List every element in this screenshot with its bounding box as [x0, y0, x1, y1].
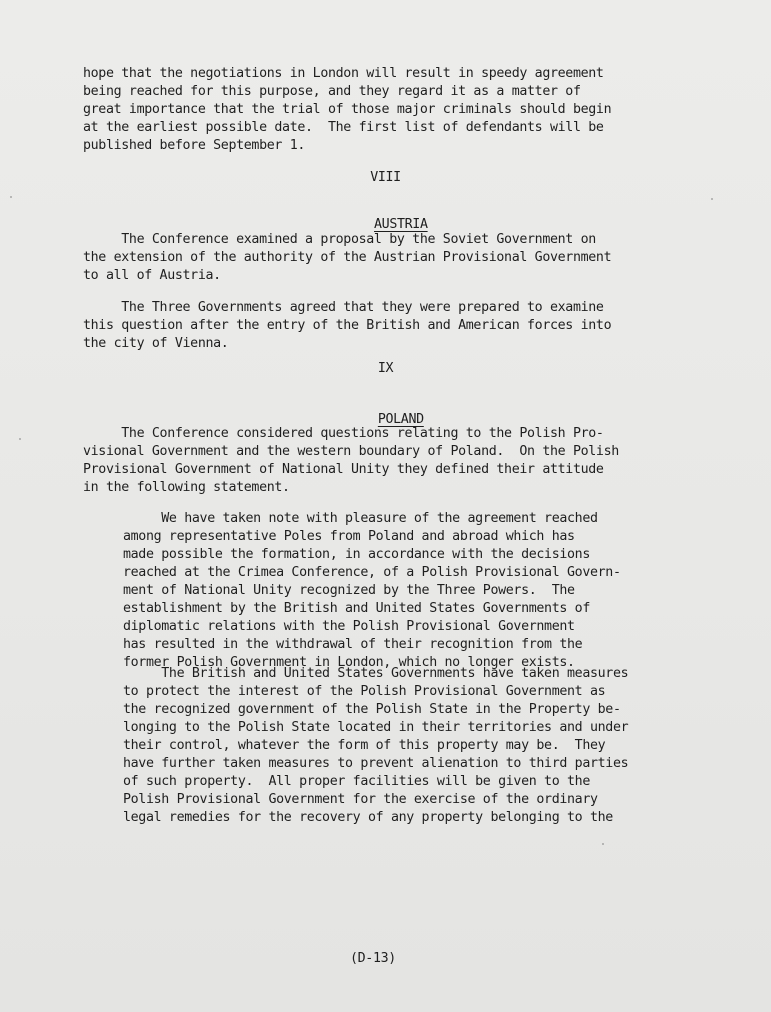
austria-paragraph-line: to all of Austria.: [83, 268, 221, 283]
poland-paragraph-line: visional Government and the western boundary of Poland. On the Polish: [83, 444, 619, 459]
quoted-statement-line: their control, whatever the form of this property may be. They: [123, 738, 606, 753]
intro-line: hope that the negotiations in London will result in speedy agreement: [83, 66, 604, 81]
quoted-statement-line: diplomatic relations with the Polish Provisional Government: [123, 619, 575, 634]
quoted-statement-line: has resulted in the withdrawal of their recognition from the: [123, 637, 583, 652]
quoted-statement-line: among representative Poles from Poland and abroad which has: [123, 529, 575, 544]
quoted-statement-line: of such property. All proper facilities will be given to the: [123, 774, 590, 789]
intro-line: published before September 1.: [83, 138, 306, 153]
section-title-austria-text: AUSTRIA: [374, 217, 428, 233]
intro-line: being reached for this purpose, and they regard it as a matter of: [83, 84, 581, 99]
quoted-statement-line: made possible the formation, in accordance with the decisions: [123, 547, 590, 562]
quoted-statement-line: the recognized government of the Polish State in the Property be-: [123, 702, 621, 717]
quoted-statement-line: have further taken measures to prevent alienation to third parties: [123, 756, 629, 771]
austria-paragraph-line: the city of Vienna.: [83, 336, 229, 351]
quoted-statement-line: Polish Provisional Government for the exercise of the ordinary: [123, 792, 598, 807]
quoted-statement-line: The British and United States Governments have taken measures: [123, 666, 629, 681]
quoted-statement-line: former Polish Government in London, which no longer exists.: [123, 655, 575, 670]
quoted-statement-line: establishment by the British and United States Governments of: [123, 601, 590, 616]
poland-paragraph-line: in the following statement.: [83, 480, 290, 495]
quoted-statement-line: legal remedies for the recovery of any property belonging to the: [123, 810, 613, 825]
paper-speck: [602, 843, 604, 845]
section-number-viii: VIII: [370, 170, 401, 185]
quoted-statement-line: We have taken note with pleasure of the agreement reached: [123, 511, 598, 526]
austria-paragraph-line: the extension of the authority of the Austrian Provisional Government: [83, 250, 612, 265]
austria-paragraph-line: The Conference examined a proposal by the Soviet Government on: [83, 232, 596, 247]
poland-paragraph-line: The Conference considered questions relating to the Polish Pro-: [83, 426, 604, 441]
intro-line: at the earliest possible date. The first list of defendants will be: [83, 120, 604, 135]
quoted-statement-line: reached at the Crimea Conference, of a Polish Provisional Govern-: [123, 565, 621, 580]
quoted-statement-line: longing to the Polish State located in their territories and under: [123, 720, 629, 735]
intro-line: great importance that the trial of those major criminals should begin: [83, 102, 612, 117]
austria-paragraph-line: this question after the entry of the British and American forces into: [83, 318, 612, 333]
austria-paragraph-line: The Three Governments agreed that they were prepared to examine: [83, 300, 604, 315]
poland-paragraph-line: Provisional Government of National Unity they defined their attitude: [83, 462, 604, 477]
section-title-poland-text: POLAND: [377, 412, 424, 428]
paper-speck: [10, 196, 12, 198]
page-label: (D-13): [350, 951, 396, 966]
quoted-statement-line: to protect the interest of the Polish Provisional Government as: [123, 684, 606, 699]
section-number-ix: IX: [377, 361, 394, 376]
quoted-statement-line: ment of National Unity recognized by the Three Powers. The: [123, 583, 575, 598]
